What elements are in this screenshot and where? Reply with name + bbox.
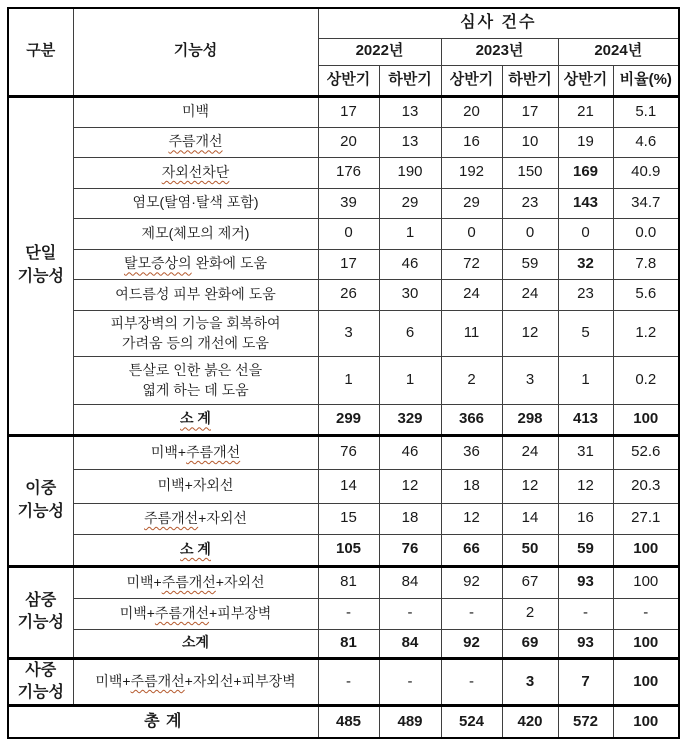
value-cell: 100	[613, 566, 679, 598]
value-cell: 76	[379, 534, 441, 566]
value-cell: 13	[379, 127, 441, 157]
category-cell-triple	[8, 566, 73, 658]
value-cell: 12	[502, 310, 558, 356]
value-cell: -	[613, 598, 679, 629]
value-cell: 69	[502, 629, 558, 658]
value-cell: 30	[379, 279, 441, 310]
value-cell: 14	[502, 503, 558, 534]
value-cell: 100	[613, 629, 679, 658]
value-cell: 329	[379, 404, 441, 435]
value-cell: 485	[318, 706, 379, 738]
value-cell: 23	[502, 188, 558, 218]
functionality-cell: 제모(체모의 제거)	[73, 218, 318, 249]
functionality-cell: 미백+자외선	[73, 469, 318, 503]
header-year-2023: 2023년	[441, 38, 558, 65]
value-cell: 32	[558, 249, 613, 279]
functionality-cell: 주름개선+자외선	[73, 503, 318, 534]
table-row	[8, 404, 679, 435]
value-cell: 100	[613, 706, 679, 738]
category-cell-single	[8, 96, 73, 435]
functionality-cell: 염모(탈염·탈색 포함)	[73, 188, 318, 218]
value-cell: 29	[379, 188, 441, 218]
value-cell: 21	[558, 96, 613, 127]
grand-total-label-cell: 총 계	[8, 706, 318, 738]
value-cell: 190	[379, 157, 441, 188]
value-cell: 39	[318, 188, 379, 218]
value-cell: 10	[502, 127, 558, 157]
value-cell: 20.3	[613, 469, 679, 503]
value-cell: 17	[502, 96, 558, 127]
value-cell: 34.7	[613, 188, 679, 218]
value-cell: 18	[379, 503, 441, 534]
value-cell: 31	[558, 435, 613, 469]
category-label-line2: 기능성	[17, 267, 64, 285]
functionality-cell: 미백+주름개선+자외선	[73, 566, 318, 598]
value-cell: 524	[441, 706, 502, 738]
value-cell: 1	[379, 218, 441, 249]
value-cell: 16	[441, 127, 502, 157]
category-label-line1: 단일	[25, 245, 57, 263]
table-row	[8, 534, 679, 566]
value-cell: 36	[441, 435, 502, 469]
subtotal-label-cell: 소 계	[73, 404, 318, 435]
functionality-cell: 미백+주름개선+피부장벽	[73, 598, 318, 629]
functionality-cell: 주름개선	[73, 127, 318, 157]
functionality-cell: 미백+주름개선	[73, 435, 318, 469]
value-cell: -	[441, 658, 502, 706]
value-cell: 5.1	[613, 96, 679, 127]
value-cell: -	[318, 598, 379, 629]
functionality-cell: 튼살로 인한 붉은 선을 엷게 하는 데 도움	[73, 356, 318, 404]
functionality-cell: 여드름성 피부 완화에 도움	[73, 279, 318, 310]
value-cell: 92	[441, 629, 502, 658]
value-cell: 84	[379, 629, 441, 658]
value-cell: 17	[318, 96, 379, 127]
value-cell: 0.2	[613, 356, 679, 404]
header-year-2024: 2024년	[558, 38, 679, 65]
header-year-2022: 2022년	[318, 38, 441, 65]
value-cell: 72	[441, 249, 502, 279]
table-row	[8, 598, 679, 629]
value-cell: 26	[318, 279, 379, 310]
value-cell: 3	[502, 658, 558, 706]
value-cell: 12	[441, 503, 502, 534]
header-half-5: 상반기	[558, 65, 613, 96]
value-cell: 366	[441, 404, 502, 435]
category-label-line1: 삼중	[25, 591, 57, 609]
value-cell: 81	[318, 566, 379, 598]
value-cell: 413	[558, 404, 613, 435]
value-cell: 93	[558, 629, 613, 658]
value-cell: -	[379, 598, 441, 629]
category-label-line1: 이중	[25, 480, 57, 498]
table-row	[8, 8, 679, 38]
value-cell: 20	[318, 127, 379, 157]
value-cell: 12	[379, 469, 441, 503]
value-cell: 4.6	[613, 127, 679, 157]
value-cell: 2	[441, 356, 502, 404]
header-ratio: 비율(%)	[613, 65, 679, 96]
value-cell: -	[318, 658, 379, 706]
subtotal-label-cell: 소계	[73, 629, 318, 658]
value-cell: 100	[613, 658, 679, 706]
value-cell: 15	[318, 503, 379, 534]
table-row	[8, 127, 679, 157]
value-cell: -	[441, 598, 502, 629]
table-row	[8, 356, 679, 404]
value-cell: 67	[502, 566, 558, 598]
header-half-1: 상반기	[318, 65, 379, 96]
value-cell: 299	[318, 404, 379, 435]
table-row	[8, 218, 679, 249]
value-cell: 100	[613, 404, 679, 435]
value-cell: 489	[379, 706, 441, 738]
value-cell: 84	[379, 566, 441, 598]
value-cell: 5.6	[613, 279, 679, 310]
value-cell: 66	[441, 534, 502, 566]
value-cell: 12	[558, 469, 613, 503]
value-cell: 0	[558, 218, 613, 249]
table-row	[8, 503, 679, 534]
category-label-line2: 기능성	[17, 614, 64, 631]
value-cell: 100	[613, 534, 679, 566]
value-cell: 29	[441, 188, 502, 218]
functionality-cell: 자외선차단	[73, 157, 318, 188]
value-cell: 7	[558, 658, 613, 706]
functionality-cell: 탈모증상의 완화에 도움	[73, 249, 318, 279]
header-half-3: 상반기	[441, 65, 502, 96]
category-label-line2: 기능성	[17, 502, 64, 520]
value-cell: 1.2	[613, 310, 679, 356]
value-cell: 1	[558, 356, 613, 404]
functionality-cell: 피부장벽의 기능을 회복하여 가려움 등의 개선에 도움	[73, 310, 318, 356]
value-cell: 1	[318, 356, 379, 404]
value-cell: 52.6	[613, 435, 679, 469]
value-cell: 169	[558, 157, 613, 188]
value-cell: 0	[441, 218, 502, 249]
value-cell: 2	[502, 598, 558, 629]
header-category: 구분	[8, 8, 73, 96]
value-cell: 7.8	[613, 249, 679, 279]
value-cell: 23	[558, 279, 613, 310]
value-cell: 105	[318, 534, 379, 566]
value-cell: 3	[502, 356, 558, 404]
value-cell: 13	[379, 96, 441, 127]
value-cell: 81	[318, 629, 379, 658]
value-cell: 93	[558, 566, 613, 598]
header-half-2: 하반기	[379, 65, 441, 96]
value-cell: 0	[502, 218, 558, 249]
value-cell: 12	[502, 469, 558, 503]
table-row	[8, 249, 679, 279]
table-row	[8, 310, 679, 356]
table-row	[8, 629, 679, 658]
value-cell: 5	[558, 310, 613, 356]
value-cell: 17	[318, 249, 379, 279]
value-cell: 40.9	[613, 157, 679, 188]
value-cell: 92	[441, 566, 502, 598]
value-cell: 298	[502, 404, 558, 435]
value-cell: -	[379, 658, 441, 706]
category-cell-double	[8, 435, 73, 566]
functionality-cell: 미백	[73, 96, 318, 127]
value-cell: 0	[318, 218, 379, 249]
table-row	[8, 706, 679, 738]
value-cell: 572	[558, 706, 613, 738]
value-cell: 143	[558, 188, 613, 218]
value-cell: 20	[441, 96, 502, 127]
value-cell: 18	[441, 469, 502, 503]
value-cell: 24	[502, 435, 558, 469]
table-row	[8, 157, 679, 188]
value-cell: 6	[379, 310, 441, 356]
value-cell: 59	[558, 534, 613, 566]
value-cell: 11	[441, 310, 502, 356]
value-cell: 76	[318, 435, 379, 469]
value-cell: 420	[502, 706, 558, 738]
value-cell: 0.0	[613, 218, 679, 249]
category-label-line1: 사중	[25, 661, 57, 679]
review-count-table	[7, 7, 680, 739]
value-cell: 1	[379, 356, 441, 404]
table-row	[8, 279, 679, 310]
header-half-4: 하반기	[502, 65, 558, 96]
value-cell: -	[558, 598, 613, 629]
value-cell: 16	[558, 503, 613, 534]
table-row	[8, 566, 679, 598]
value-cell: 24	[502, 279, 558, 310]
table-row	[8, 188, 679, 218]
value-cell: 46	[379, 435, 441, 469]
table-row	[8, 469, 679, 503]
value-cell: 192	[441, 157, 502, 188]
header-functionality: 기능성	[73, 8, 318, 96]
value-cell: 150	[502, 157, 558, 188]
table-row	[8, 658, 679, 706]
value-cell: 19	[558, 127, 613, 157]
value-cell: 14	[318, 469, 379, 503]
header-review-count: 심사 건수	[318, 8, 679, 38]
category-label-line2: 기능성	[17, 683, 64, 701]
value-cell: 27.1	[613, 503, 679, 534]
table-row	[8, 96, 679, 127]
functionality-cell: 미백+주름개선+자외선+피부장벽	[73, 658, 318, 706]
value-cell: 24	[441, 279, 502, 310]
category-cell-quad	[8, 658, 73, 706]
value-cell: 46	[379, 249, 441, 279]
table-row	[8, 435, 679, 469]
subtotal-label-cell: 소 계	[73, 534, 318, 566]
value-cell: 3	[318, 310, 379, 356]
value-cell: 50	[502, 534, 558, 566]
value-cell: 176	[318, 157, 379, 188]
value-cell: 59	[502, 249, 558, 279]
